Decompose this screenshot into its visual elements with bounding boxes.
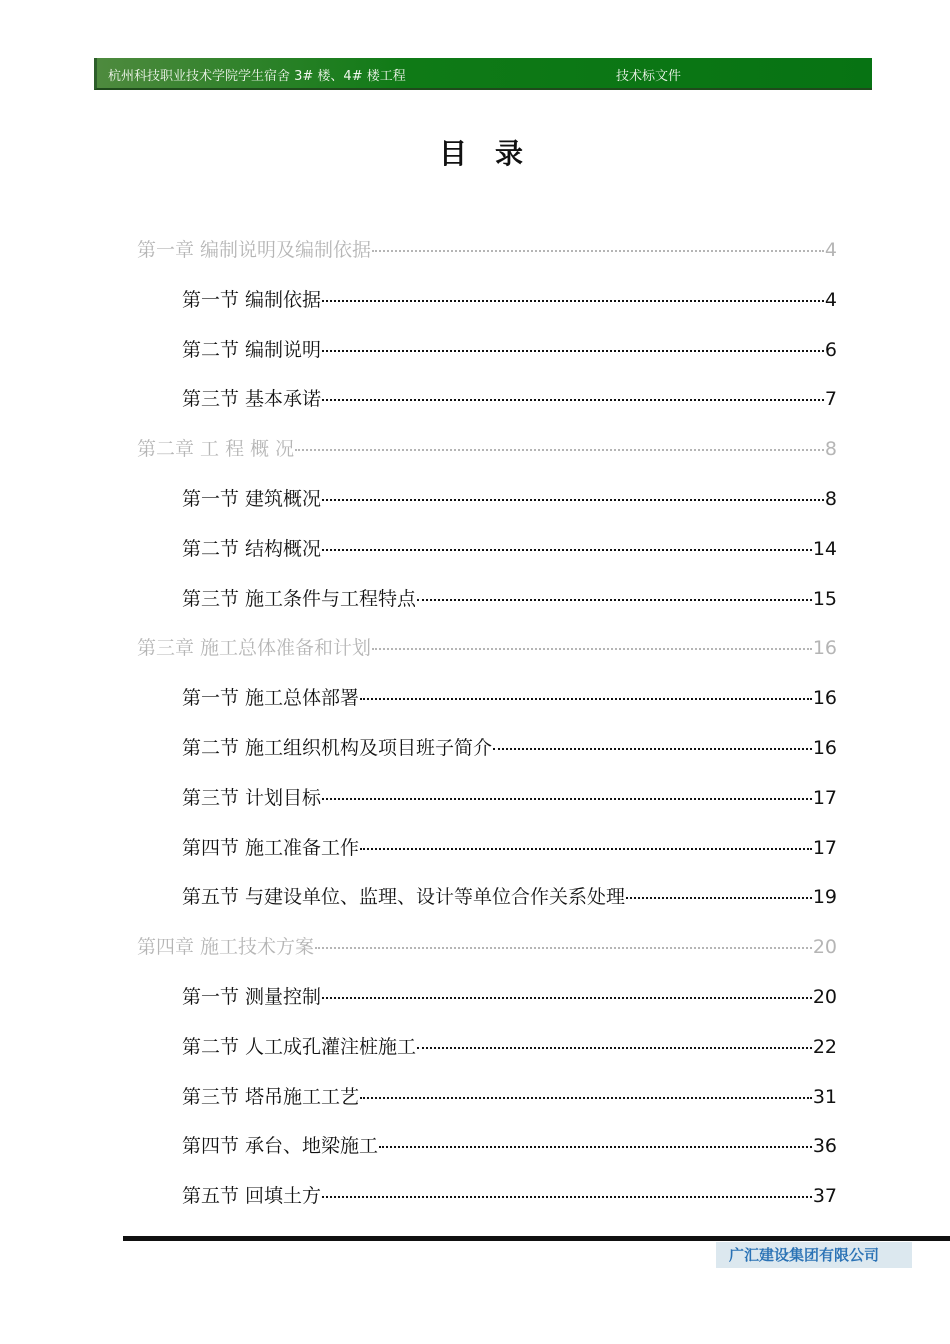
toc-section-entry[interactable]: [182, 685, 837, 711]
toc-entry-label: 第二章 工 程 概 况: [137, 438, 295, 460]
toc-dot-leader: [379, 1146, 812, 1148]
toc-entry-page-number: 16: [812, 687, 837, 709]
toc-dot-leader: [315, 947, 812, 949]
toc-dot-leader: [295, 449, 824, 451]
toc-entry-label: 第一节 编制依据: [182, 289, 322, 311]
toc-chapter-entry[interactable]: [137, 635, 837, 661]
toc-section-entry[interactable]: [182, 785, 837, 811]
toc-dot-leader: [322, 997, 812, 999]
toc-dot-leader: [360, 698, 812, 700]
toc-section-entry[interactable]: [182, 287, 837, 313]
toc-entry-label: 第三节 施工条件与工程特点: [182, 588, 417, 610]
toc-dot-leader: [322, 399, 824, 401]
toc-chapter-entry[interactable]: [137, 237, 837, 263]
toc-dot-leader: [360, 1097, 812, 1099]
toc-entry-page-number: 4: [824, 289, 837, 311]
toc-entry-page-number: 6: [824, 339, 837, 361]
toc-section-entry[interactable]: [182, 1133, 837, 1159]
page-title: 目录: [438, 137, 551, 170]
toc-entry-label: 第三节 基本承诺: [182, 388, 322, 410]
toc-entry-page-number: 7: [824, 388, 837, 410]
toc-entry-page-number: 14: [812, 538, 837, 560]
toc-entry-page-number: 16: [812, 737, 837, 759]
toc-entry-page-number: 19: [812, 886, 837, 908]
toc-entry-label: 第二节 人工成孔灌注桩施工: [182, 1036, 417, 1058]
toc-dot-leader: [417, 1047, 812, 1049]
toc-section-entry[interactable]: [182, 536, 837, 562]
toc-dot-leader: [322, 350, 824, 352]
toc-entry-label: 第三节 塔吊施工工艺: [182, 1086, 360, 1108]
toc-dot-leader: [360, 848, 812, 850]
toc-entry-page-number: 22: [812, 1036, 837, 1058]
toc-entry-page-number: 17: [812, 787, 837, 809]
toc-section-entry[interactable]: [182, 835, 837, 861]
toc-entry-page-number: 37: [812, 1185, 837, 1207]
toc-entry-label: 第五节 回填土方: [182, 1185, 322, 1207]
toc-dot-leader: [322, 798, 812, 800]
toc-dot-leader: [322, 1196, 812, 1198]
toc-entry-label: 第四节 承台、地梁施工: [182, 1135, 379, 1157]
toc-entry-label: 第二节 施工组织机构及项目班子简介: [182, 737, 493, 759]
footer-company-name: 广汇建设集团有限公司: [729, 1246, 880, 1264]
toc-section-entry[interactable]: [182, 735, 837, 761]
toc-section-entry[interactable]: [182, 337, 837, 363]
toc-entry-label: 第三章 施工总体准备和计划: [137, 637, 372, 659]
toc-dot-leader: [493, 748, 812, 750]
toc-section-entry[interactable]: [182, 984, 837, 1010]
toc-dot-leader: [322, 300, 824, 302]
toc-section-entry[interactable]: [182, 1084, 837, 1110]
toc-section-entry[interactable]: [182, 386, 837, 412]
toc-entry-label: 第一节 测量控制: [182, 986, 322, 1008]
toc-chapter-entry[interactable]: [137, 934, 837, 960]
toc-entry-label: 第二节 编制说明: [182, 339, 322, 361]
toc-dot-leader: [417, 599, 812, 601]
toc-section-entry[interactable]: [182, 586, 837, 612]
header-doc-type: 技术标文件: [616, 69, 682, 84]
toc-entry-page-number: 15: [812, 588, 837, 610]
toc-entry-page-number: 8: [824, 488, 837, 510]
toc-dot-leader: [322, 549, 812, 551]
toc-entry-label: 第一节 施工总体部署: [182, 687, 360, 709]
toc-entry-page-number: 16: [812, 637, 837, 659]
toc-section-entry[interactable]: [182, 1183, 837, 1209]
header-project-title: 杭州科技职业技术学院学生宿舍 3# 楼、4# 楼工程: [108, 69, 406, 84]
toc-section-entry[interactable]: [182, 486, 837, 512]
footer-rule: [123, 1236, 950, 1241]
toc-dot-leader: [372, 648, 812, 650]
toc-section-entry[interactable]: [182, 1034, 837, 1060]
toc-entry-label: 第一章 编制说明及编制依据: [137, 239, 372, 261]
toc-chapter-entry[interactable]: [137, 436, 837, 462]
toc-entry-label: 第一节 建筑概况: [182, 488, 322, 510]
toc-entry-page-number: 31: [812, 1086, 837, 1108]
toc-entry-label: 第四章 施工技术方案: [137, 936, 315, 958]
toc-entry-label: 第三节 计划目标: [182, 787, 322, 809]
toc-entry-label: 第五节 与建设单位、监理、设计等单位合作关系处理: [182, 886, 626, 908]
toc-dot-leader: [372, 250, 824, 252]
toc-entry-page-number: 17: [812, 837, 837, 859]
toc-entry-page-number: 20: [812, 986, 837, 1008]
toc-entry-page-number: 36: [812, 1135, 837, 1157]
toc-entry-label: 第四节 施工准备工作: [182, 837, 360, 859]
toc-entry-page-number: 20: [812, 936, 837, 958]
toc-dot-leader: [626, 897, 812, 899]
toc-entry-page-number: 4: [824, 239, 837, 261]
toc-section-entry[interactable]: [182, 884, 837, 910]
toc-entry-page-number: 8: [824, 438, 837, 460]
toc-entry-label: 第二节 结构概况: [182, 538, 322, 560]
toc-dot-leader: [322, 499, 824, 501]
